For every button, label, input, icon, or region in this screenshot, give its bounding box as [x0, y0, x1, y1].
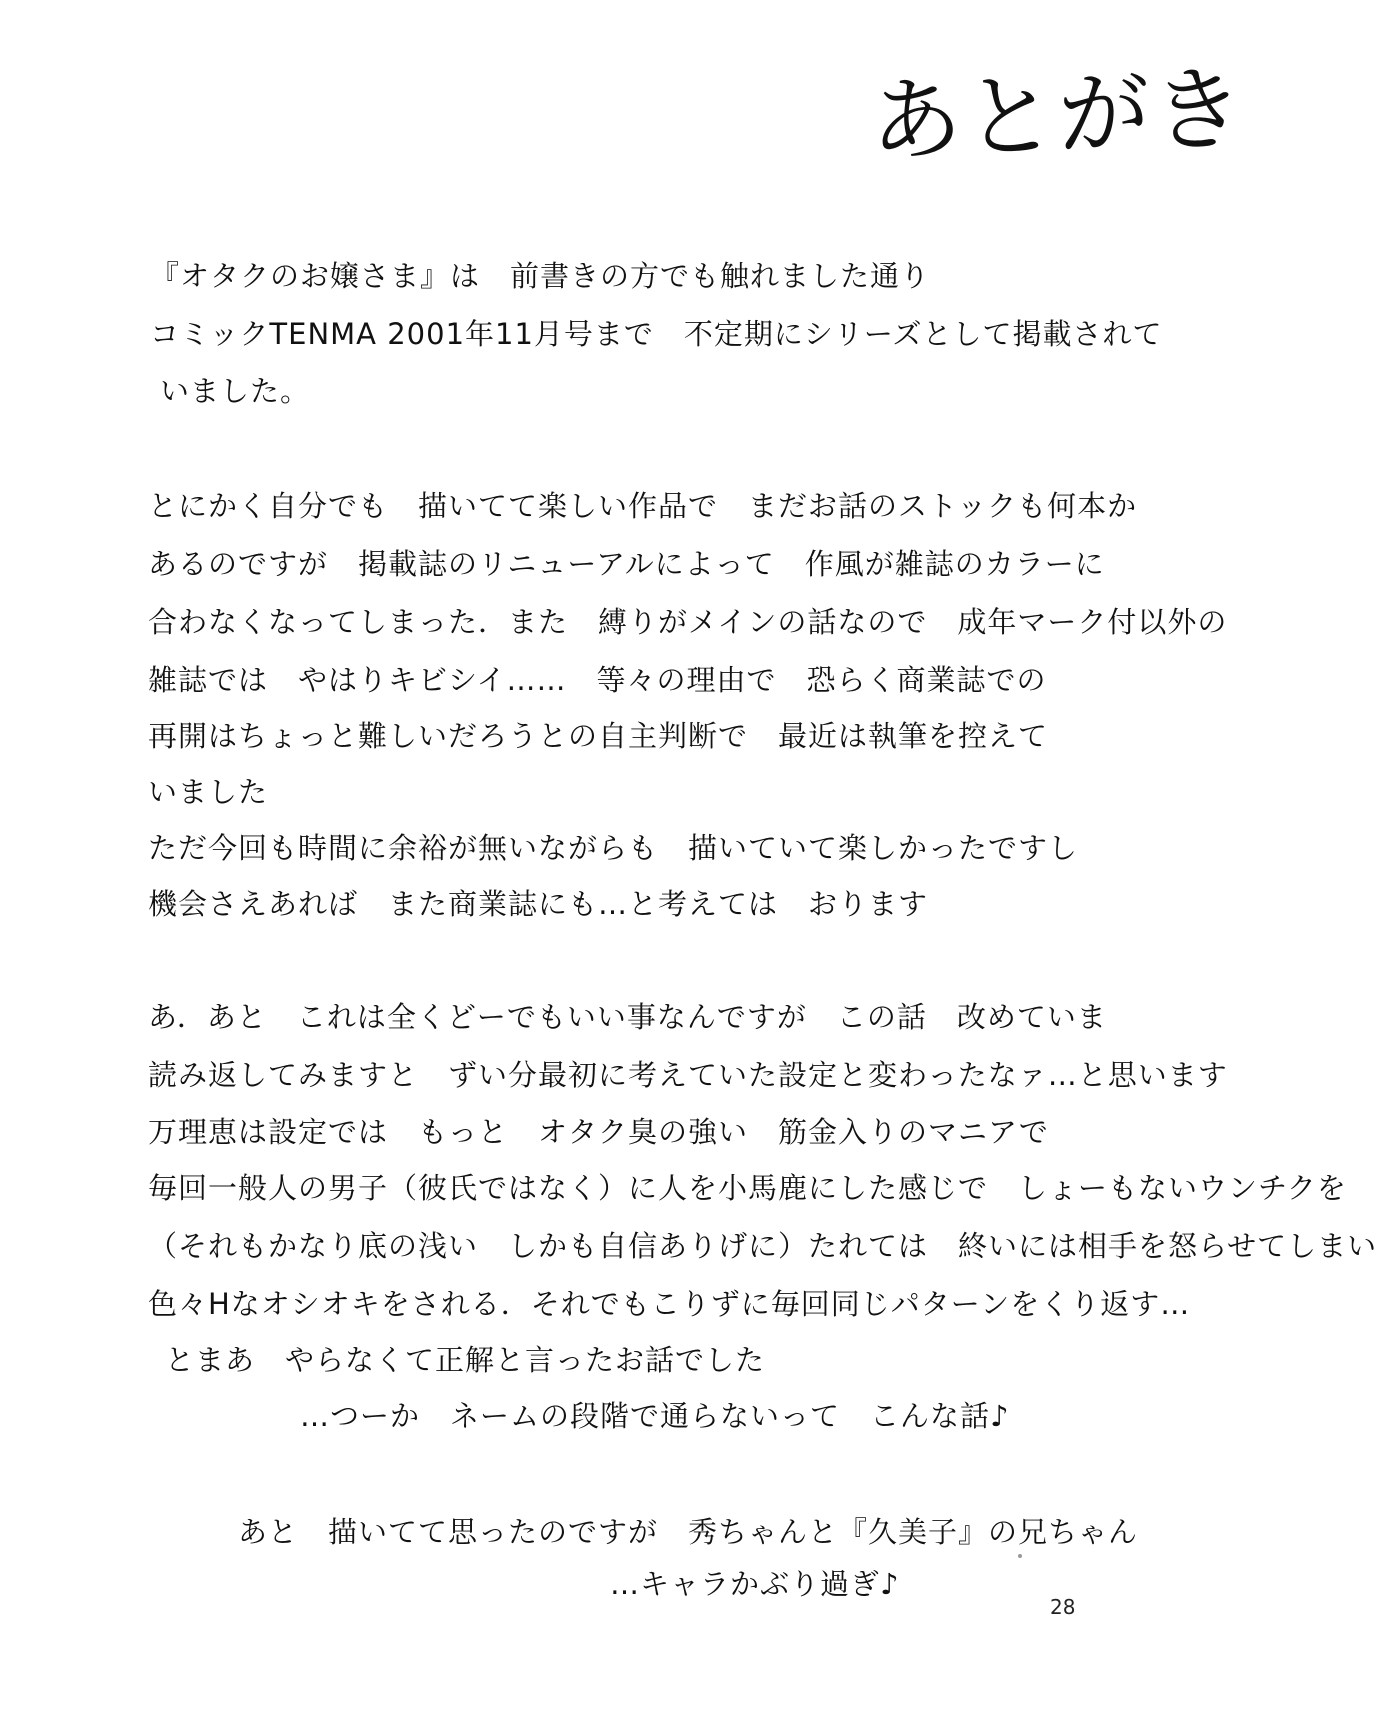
page-number: 28 [1050, 1595, 1076, 1619]
text-line: ただ今回も時間に余裕が無いながらも 描いていて楽しかったですし [148, 831, 1079, 865]
text-line: 合わなくなってしまった．また 縛りがメインの話なので 成年マーク付以外の [148, 605, 1228, 639]
text-line: 『オタクのお嬢さま』は 前書きの方でも触れました通り [150, 259, 931, 293]
text-line: 再開はちょっと難しいだろうとの自主判断で 最近は執筆を控えて [148, 719, 1049, 753]
text-line: いました。 [160, 374, 311, 408]
text-line: 機会さえあれば また商業誌にも…と考えては おります [148, 887, 929, 921]
page-title: あとがき [868, 55, 1248, 176]
text-line: 万理恵は設定では もっと オタク臭の強い 筋金入りのマニアで [148, 1115, 1049, 1149]
text-line: …つーか ネームの段階で通らないって こんな話♪ [300, 1399, 1010, 1433]
text-line: とにかく自分でも 描いてて楽しい作品で まだお話のストックも何本か [148, 489, 1138, 523]
text-line: あ．あと これは全くどーでもいい事なんですが この話 改めていま [148, 1000, 1107, 1034]
text-line: （それもかなり底の浅い しかも自信ありげに）たれては 終いには相手を怒らせてしまい [148, 1229, 1377, 1263]
text-line: 色々Hなオシオキをされる．それでもこりずに毎回同じパターンをくり返す… [148, 1287, 1191, 1321]
text-line: あるのですが 掲載誌のリニューアルによって 作風が雑誌のカラーに [148, 547, 1105, 581]
text-line: 毎回一般人の男子（彼氏ではなく）に人を小馬鹿にした感じで しょーもないウンチクを [148, 1171, 1347, 1205]
text-line: 読み返してみますと ずい分最初に考えていた設定と変わったなァ…と思います [148, 1058, 1228, 1092]
text-line: とまあ やらなくて正解と言ったお話でした [165, 1343, 766, 1377]
text-line: コミックTENMA 2001年11月号まで 不定期にシリーズとして掲載されて [150, 317, 1163, 351]
speck [1018, 1554, 1022, 1558]
text-line: …キャラかぶり過ぎ♪ [610, 1567, 900, 1601]
text-line: あと 描いてて思ったのですが 秀ちゃんと『久美子』の兄ちゃん [238, 1515, 1139, 1549]
text-line: いました [148, 775, 269, 809]
text-line: 雑誌では やはりキビシイ…… 等々の理由で 恐らく商業誌での [148, 663, 1047, 697]
